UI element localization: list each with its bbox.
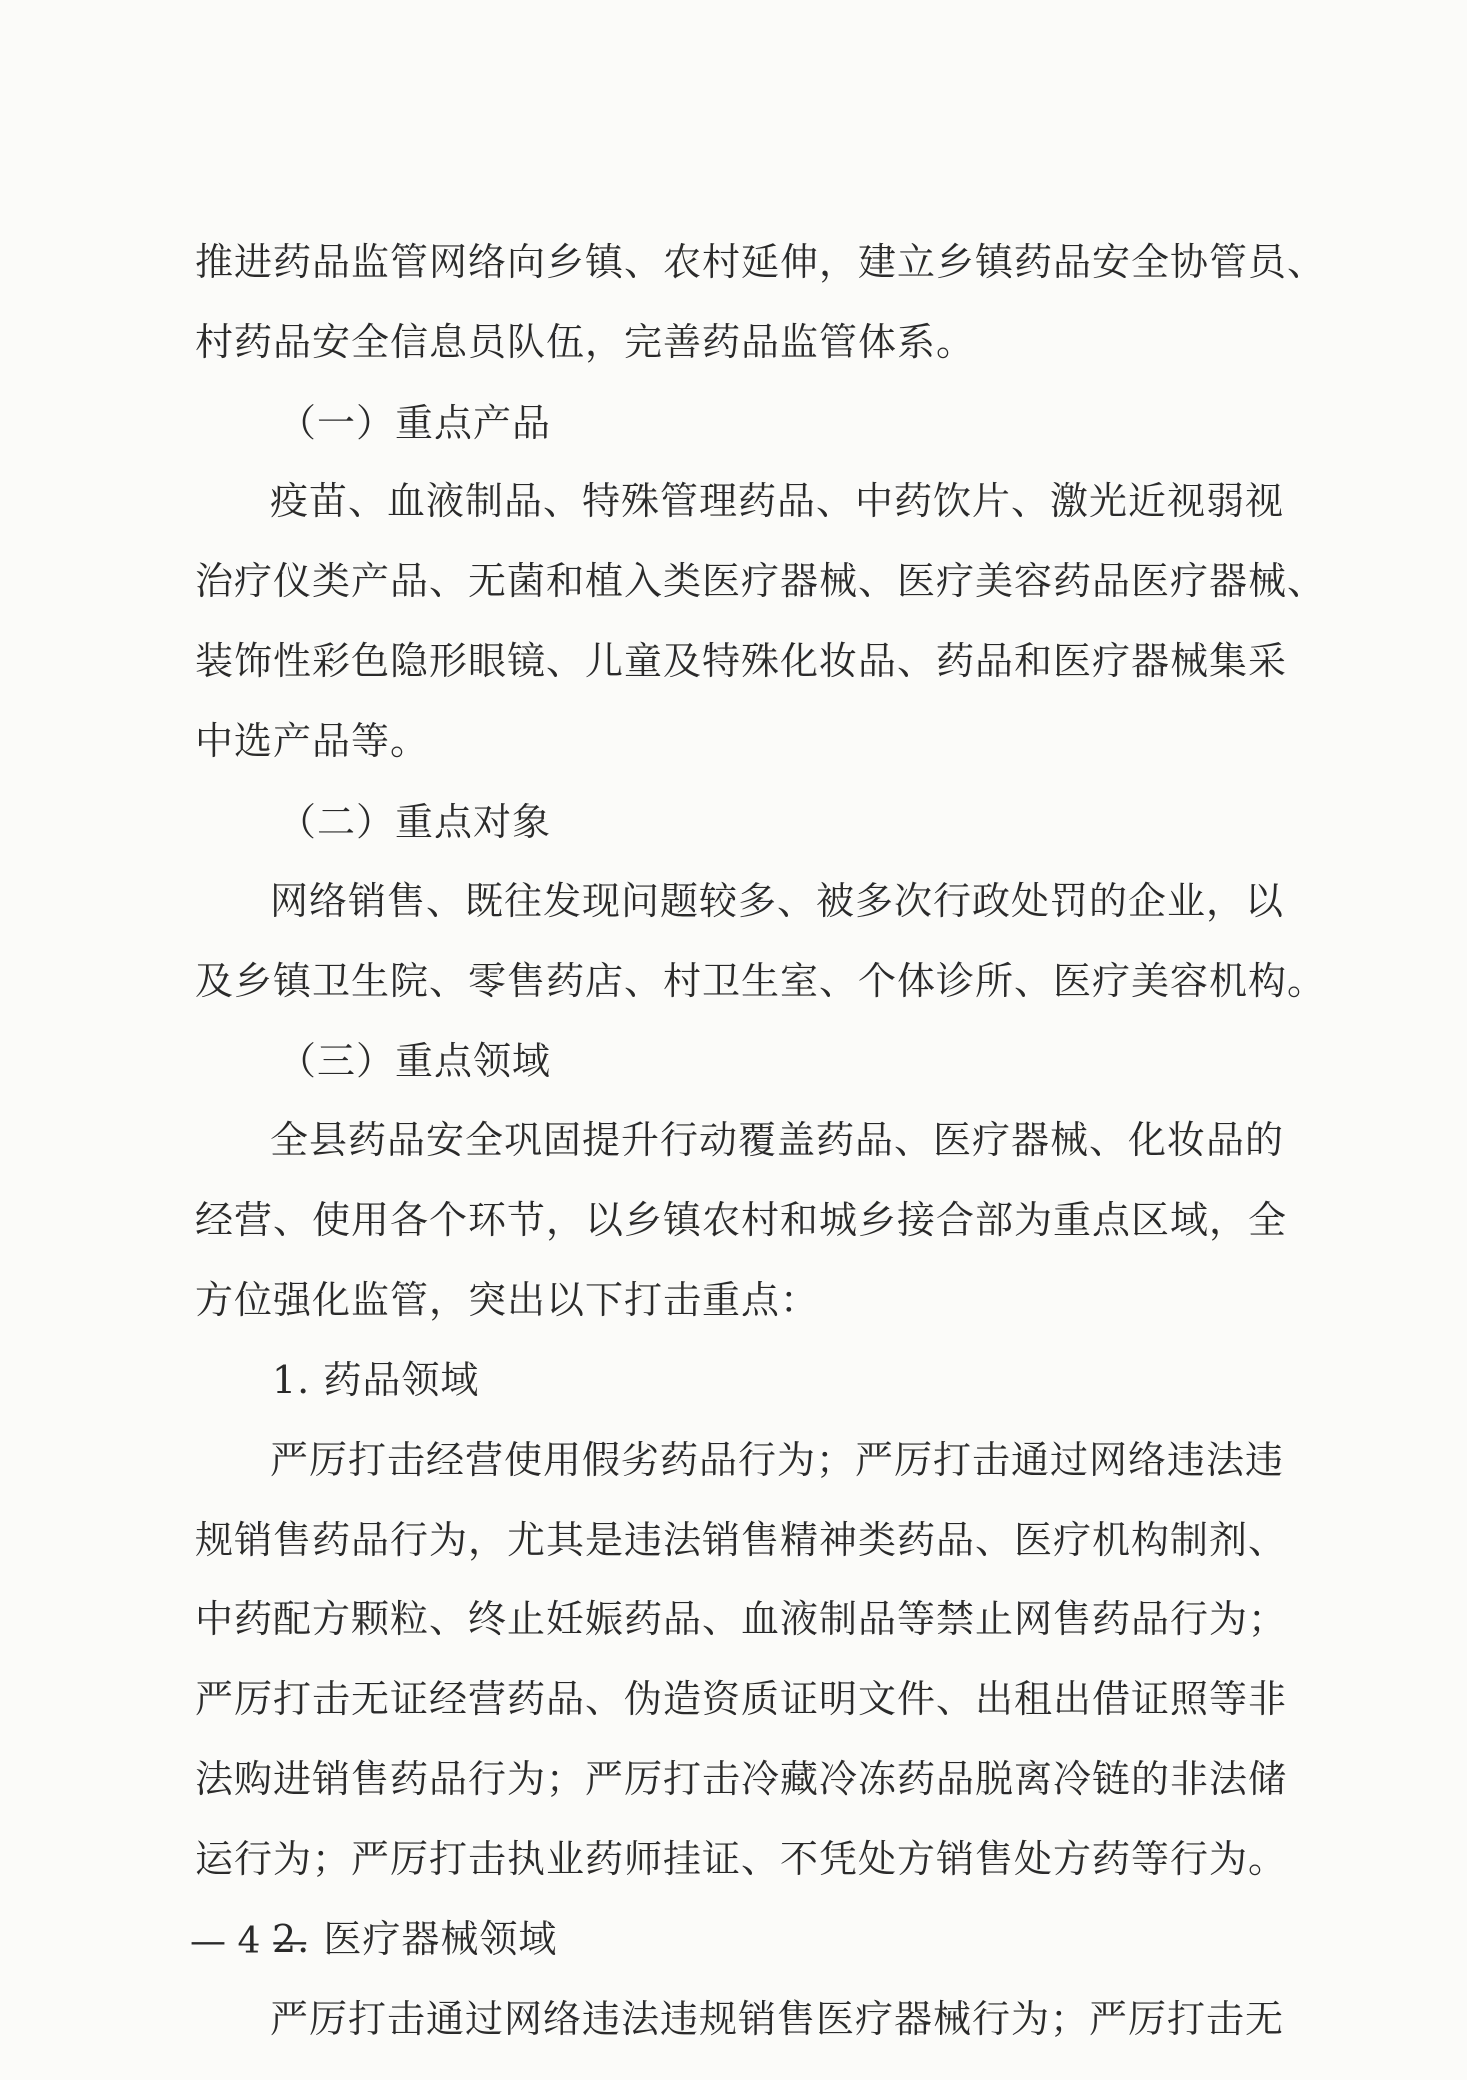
section-heading: （二）重点对象: [278, 800, 552, 844]
paragraph-line: 装饰性彩色隐形眼镜、儿童及特殊化妆品、药品和医疗器械集采: [195, 639, 1288, 683]
subsection-heading: 2. 医疗器械领域: [272, 1917, 558, 1961]
page-number: — 4 —: [190, 1921, 308, 1962]
paragraph-line: 治疗仪类产品、无菌和植入类医疗器械、医疗美容药品医疗器械、: [195, 559, 1327, 603]
subsection-heading: 1. 药品领域: [272, 1358, 480, 1402]
paragraph-line: 经营、使用各个环节，以乡镇农村和城乡接合部为重点区域，全: [195, 1198, 1288, 1242]
paragraph-line: 全县药品安全巩固提升行动覆盖药品、医疗器械、化妆品的: [270, 1118, 1285, 1162]
paragraph-line: 法购进销售药品行为；严厉打击冷藏冷冻药品脱离冷链的非法储: [195, 1757, 1288, 1801]
paragraph-line: 村药品安全信息员队伍，完善药品监管体系。: [195, 320, 976, 364]
section-heading: （一）重点产品: [278, 401, 552, 445]
paragraph-line: 及乡镇卫生院、零售药店、村卫生室、个体诊所、医疗美容机构。: [195, 959, 1327, 1003]
paragraph-line: 推进药品监管网络向乡镇、农村延伸，建立乡镇药品安全协管员、: [195, 240, 1327, 284]
paragraph-line: 严厉打击经营使用假劣药品行为；严厉打击通过网络违法违: [270, 1438, 1285, 1482]
paragraph-line: 运行为；严厉打击执业药师挂证、不凭处方销售处方药等行为。: [195, 1837, 1288, 1881]
section-heading: （三）重点领域: [278, 1039, 552, 1083]
paragraph-line: 疫苗、血液制品、特殊管理药品、中药饮片、激光近视弱视: [270, 479, 1285, 523]
paragraph-line: 严厉打击通过网络违法违规销售医疗器械行为；严厉打击无: [270, 1997, 1285, 2041]
paragraph-line: 方位强化监管，突出以下打击重点：: [195, 1278, 820, 1322]
paragraph-line: 网络销售、既往发现问题较多、被多次行政处罚的企业，以: [270, 879, 1285, 923]
paragraph-line: 中药配方颗粒、终止妊娠药品、血液制品等禁止网售药品行为；: [195, 1597, 1288, 1641]
paragraph-line: 中选产品等。: [195, 719, 430, 763]
paragraph-line: 严厉打击无证经营药品、伪造资质证明文件、出租出借证照等非: [195, 1677, 1288, 1721]
paragraph-line: 规销售药品行为，尤其是违法销售精神类药品、医疗机构制剂、: [195, 1518, 1288, 1562]
